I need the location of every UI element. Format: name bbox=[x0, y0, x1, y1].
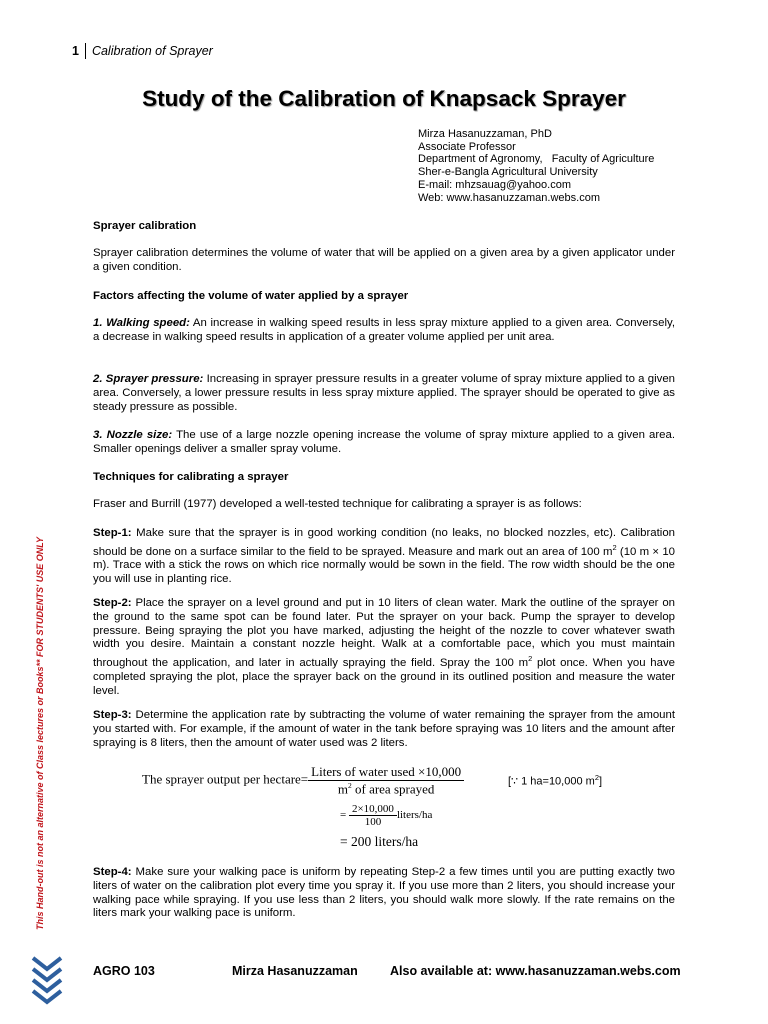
step-2: Step-2: Place the sprayer on a level ground and put in 10 liters of clean water. Mark the outline of the sprayer on the ground to the same spot can be found later. Put the sprayer on your back. Pump the sprayer to develop pressure. Being spraying the plot you have marked, adjusting the height of the nozzle to cover whatever swath width you desire. Maintain a constant nozzle height. Walk at a comfortable pace, which you must maintain throughout the application, and later in actually spraying the field. Spray the 100 $m^2$ plot once. When you have completed spraying the plot, place the sprayer back on the ground in its outlined position and measure the water level. bbox=[93, 597, 675, 697]
formula-line-1 bbox=[142, 764, 464, 797]
footer-course: AGRO 103 bbox=[93, 964, 155, 978]
author-university: Sher-e-Bangla Agricultural University bbox=[418, 166, 598, 179]
footer-available[interactable]: Also available at: www.hasanuzzaman.webs.com bbox=[390, 964, 681, 978]
footer-author: Mirza Hasanuzzaman bbox=[232, 964, 358, 978]
formula-fraction-2: $\frac{2\times 10,000}{100}$ bbox=[349, 803, 397, 828]
formula-lhs: The sprayer output per hectare= bbox=[142, 771, 309, 787]
author-block bbox=[418, 128, 654, 204]
calibration-paragraph: Sprayer calibration determines the volume of water that will be applied on a given area by a given applicator under a given condition. bbox=[93, 247, 675, 273]
side-note: This Hand-out is not an alternative of Class lectures or Books** FOR STUDENTS' USE ONLY bbox=[35, 536, 45, 930]
step-label: Step-3: bbox=[93, 709, 132, 721]
factor-label: 2. Sprayer pressure: bbox=[93, 373, 204, 385]
step-3: Step-3: Determine the application rate by subtracting the volume of water remaining the sprayer from the amount you started with. For example, if the amount of water in the tank before spraying was 10 liters and the amount after spraying is 8 liters, then the amount of water used was 2 liters. bbox=[93, 709, 675, 749]
page-number: 1 bbox=[72, 43, 86, 59]
step-label: Step-1: bbox=[93, 527, 132, 539]
page-header bbox=[72, 43, 213, 59]
techniques-intro: Fraser and Burrill (1977) developed a well-tested technique for calibrating a sprayer is as follows: bbox=[93, 498, 582, 510]
factor-label: 3. Nozzle size: bbox=[93, 429, 173, 441]
formula-fraction-1: $\frac{\text{Liters of water used ×10,000}}{m^2 of area sprayed}$ bbox=[308, 764, 464, 797]
header-title: Calibration of Sprayer bbox=[91, 44, 213, 58]
calibration-heading: Sprayer calibration bbox=[93, 220, 197, 232]
document-title: Study of the Calibration of Knapsack Sprayer bbox=[142, 86, 626, 111]
author-email[interactable]: E-mail: mhzsauag@yahoo.com bbox=[418, 178, 572, 191]
techniques-heading: Techniques for calibrating a sprayer bbox=[93, 471, 289, 483]
factor-label: 1. Walking speed: bbox=[93, 317, 190, 329]
formula-note: [∵ 1 ha=10,000 $m^2$] bbox=[508, 773, 603, 788]
author-web[interactable]: Web: www.hasanuzzaman.webs.com bbox=[418, 191, 600, 204]
chevron-down-icon bbox=[30, 955, 64, 1005]
factor-sprayer-pressure: 2. Sprayer pressure: Increasing in sprayer pressure results in a greater volume of spray mixture applied to a given area. Conversely, a lower pressure results in less spray mixture applied. The sprayer should be operated to give as steady pressure as possible. bbox=[93, 373, 675, 413]
step-label: Step-2: bbox=[93, 597, 132, 609]
formula-line-2: = $\frac{2\times 10,000}{100}$ liters/ha bbox=[340, 803, 433, 828]
factor-walking-speed: 1. Walking speed: An increase in walking speed results in less spray mixture applied to a given area. Conversely, a decrease in walking speed results in application of a greater volume applied per unit area. bbox=[93, 317, 675, 343]
step-1: Step-1: Make sure that the sprayer is in good working condition (no leaks, no blocked nozzles, etc). Calibration should be done on a surface similar to the field to be sprayed. Measure and mark out an area of 100 $m^2$ (10 m × 10 m). Trace with a stick the rows on which rice normally would be sown in the field. The row width should be the one you will use in planting rice. bbox=[93, 527, 676, 586]
author-position: Associate Professor bbox=[418, 140, 516, 153]
factor-nozzle-size: 3. Nozzle size: The use of a large nozzle opening increase the volume of spray mixture applied to a given area. Smaller openings deliver a smaller spray volume. bbox=[93, 429, 676, 455]
step-label: Step-4: bbox=[93, 866, 132, 878]
formula-result: = 200 liters/ha bbox=[340, 834, 419, 849]
step-4: Step-4: Make sure your walking pace is uniform by repeating Step-2 a few times until you are putting exactly two liters of water on the calibration plot every time you spray it. If you use more than 2 liters, you should increase your walking pace while spraying. If you use less than 2 liters, you should walk more slowly. If the rate remains on the liters mark your walking pace is uniform. bbox=[93, 866, 675, 920]
author-name: Mirza Hasanuzzaman, PhD bbox=[418, 128, 552, 140]
factors-heading: Factors affecting the volume of water applied by a sprayer bbox=[93, 290, 409, 302]
author-department: Department of Agronomy, Faculty of Agriculture bbox=[418, 153, 655, 166]
